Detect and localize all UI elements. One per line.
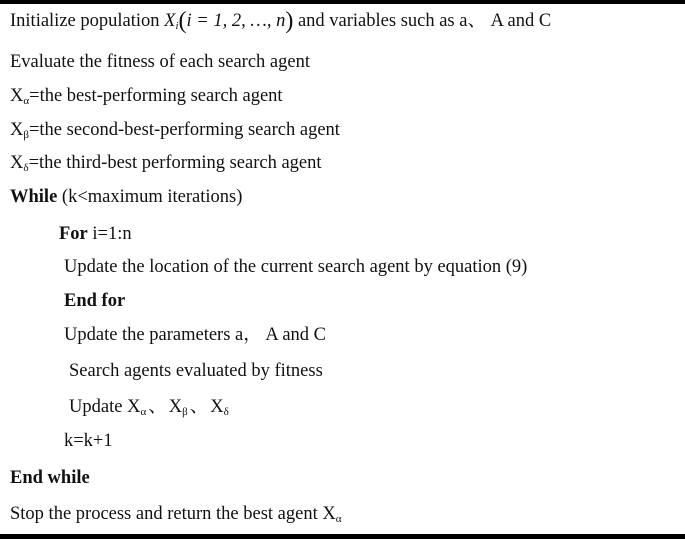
subscript-alpha: α [23, 95, 30, 107]
line-text: Initialize population [10, 11, 165, 31]
line-text: Update the parameters a， A and C [64, 325, 326, 345]
subscript-beta: β [23, 129, 29, 141]
math-variable: X [164, 11, 176, 31]
line-text: Stop the process and return the best agent [10, 504, 323, 524]
line-end-for [64, 290, 125, 312]
top-rule [0, 0, 685, 4]
line-increment [64, 430, 113, 452]
var-x: X [10, 86, 24, 106]
line-search-eval [69, 360, 323, 382]
line-text: Update [69, 397, 128, 417]
line-x-beta [10, 119, 340, 141]
line-text: (k<maximum iterations) [57, 187, 243, 207]
line-update-params [64, 324, 326, 346]
line-stop [10, 503, 342, 525]
line-x-delta [10, 152, 322, 174]
line-text: Search agents evaluated by fitness [69, 361, 323, 381]
line-while [10, 186, 242, 208]
paren-close: ) [285, 8, 294, 34]
line-update-x [69, 396, 229, 418]
var-x: X [168, 397, 183, 417]
var-x: X [127, 397, 141, 417]
line-text: =the third-best performing search agent [28, 153, 322, 173]
bottom-rule [0, 534, 685, 539]
separator: 、 [189, 397, 209, 417]
keyword-end-for: End for [64, 291, 126, 311]
subscript-alpha: α [140, 406, 147, 418]
separator: 、 [148, 397, 167, 417]
line-evaluate [10, 51, 310, 73]
line-text: =the second-best-performing search agent [28, 120, 340, 140]
line-text: Update the location of the current search agent by equation (9) [64, 257, 528, 277]
line-text: i=1:n [87, 224, 132, 244]
line-for [59, 223, 132, 245]
subscript-delta: δ [23, 162, 29, 174]
math-subscript: i [175, 20, 179, 32]
line-text: Evaluate the fitness of each search agent [10, 52, 310, 72]
line-end-while [10, 467, 90, 489]
var-x: X [10, 120, 24, 140]
subscript-alpha: α [335, 513, 342, 525]
keyword-while: While [10, 187, 58, 207]
var-x: X [10, 153, 24, 173]
line-text: =the best-performing search agent [29, 86, 283, 106]
var-x: X [210, 397, 224, 417]
line-text-post: and variables such as a、 A and C [293, 11, 552, 31]
keyword-end-while: End while [10, 468, 90, 488]
keyword-for: For [59, 224, 88, 244]
paren-open: ( [178, 8, 187, 34]
subscript-delta: δ [223, 406, 229, 418]
line-update-location [64, 256, 527, 278]
subscript-beta: β [182, 406, 188, 418]
var-x: X [322, 504, 336, 524]
line-initialize [10, 10, 551, 32]
line-text: k=k+1 [64, 431, 113, 451]
line-x-alpha [10, 85, 283, 107]
math-args: i = 1, 2, …, n [186, 11, 286, 31]
